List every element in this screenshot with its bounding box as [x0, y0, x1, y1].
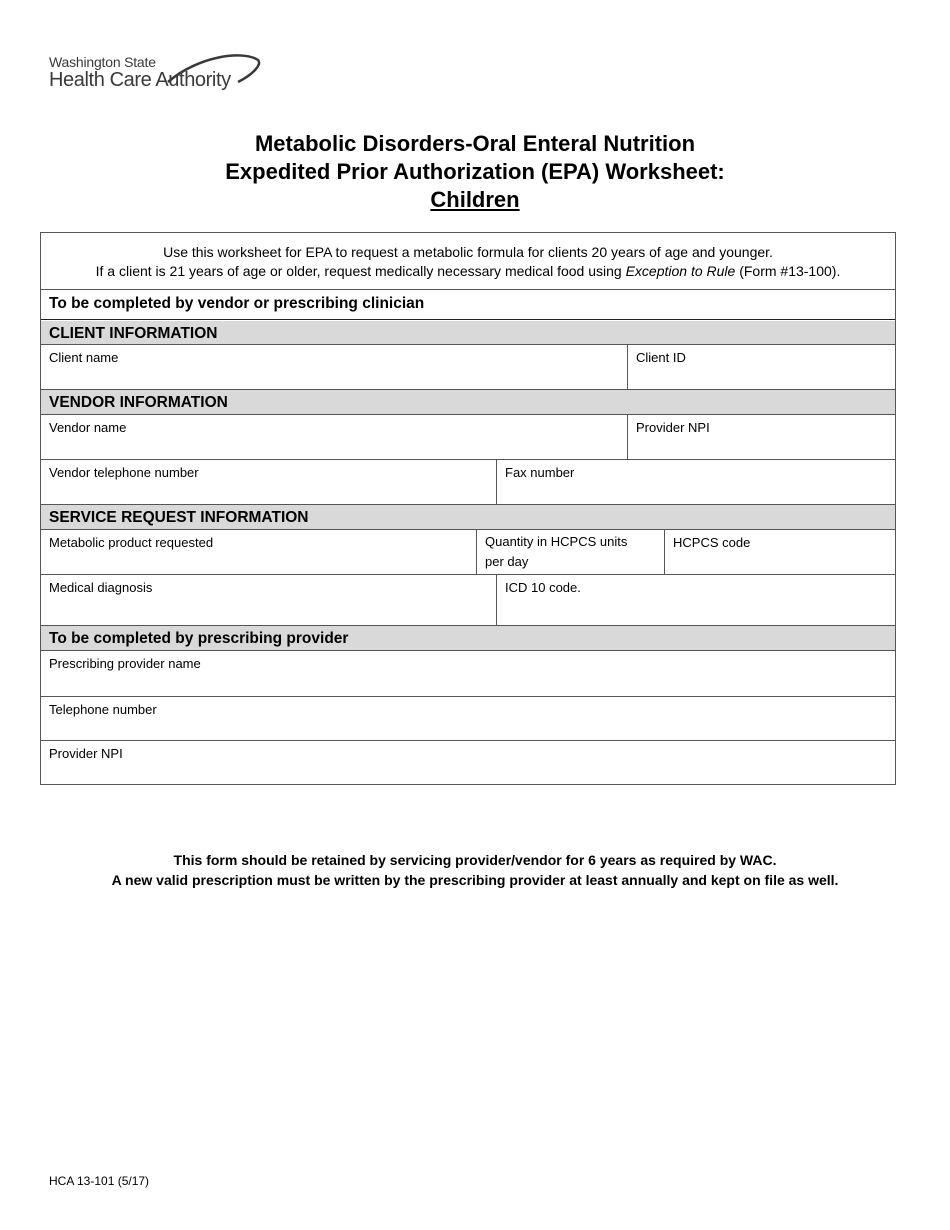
intro-line-2-pre: If a client is 21 years of age or older, request medically necessary medical food using	[95, 263, 626, 279]
form-number: HCA 13-101 (5/17)	[49, 1174, 150, 1188]
epa-worksheet-form	[40, 232, 896, 785]
quantity-field[interactable]	[476, 530, 664, 574]
intro-line-2-post: (Form #13-100).	[735, 263, 841, 279]
note-line-1: This form should be retained by servicing provider/vendor for 6 years as required by WAC.	[173, 852, 777, 868]
prescriber-name-field[interactable]: Prescribing provider name	[49, 656, 201, 671]
fax-number-field[interactable]: Fax number	[496, 460, 895, 504]
prescriber-row-2	[41, 697, 895, 741]
client-name-field[interactable]: Client name	[49, 350, 119, 365]
vendor-name-field[interactable]: Vendor name	[49, 420, 127, 435]
service-row-1	[41, 530, 895, 575]
client-info-heading: CLIENT INFORMATION	[41, 321, 895, 345]
hca-logo	[48, 52, 268, 98]
page-title	[0, 130, 950, 214]
title-line-3: Children	[430, 187, 520, 212]
prescriber-phone-field[interactable]: Telephone number	[49, 702, 157, 717]
exception-to-rule-text: Exception to Rule	[625, 263, 736, 279]
title-line-2: Expedited Prior Authorization (EPA) Worksheet:	[225, 159, 725, 184]
vendor-row-1	[41, 415, 895, 460]
prescriber-row-1	[41, 651, 895, 697]
quantity-label-2: per day	[485, 554, 529, 569]
logo-line-2: Health Care Authority	[49, 69, 231, 91]
vendor-row-2	[41, 460, 895, 505]
hcpcs-code-field[interactable]: HCPCS code	[664, 530, 895, 574]
prescriber-npi-field[interactable]: Provider NPI	[49, 746, 123, 761]
vendor-npi-field[interactable]: Provider NPI	[627, 415, 895, 459]
vendor-clinician-heading: To be completed by vendor or prescribing clinician	[41, 290, 895, 320]
client-row	[41, 345, 895, 390]
client-id-field[interactable]: Client ID	[627, 345, 895, 389]
icd10-code-field[interactable]: ICD 10 code.	[496, 575, 895, 625]
metabolic-product-field[interactable]: Metabolic product requested	[49, 535, 214, 550]
prescriber-heading: To be completed by prescribing provider	[41, 626, 895, 651]
quantity-label-1: Quantity in HCPCS units	[485, 534, 628, 549]
title-line-1: Metabolic Disorders-Oral Enteral Nutrition	[254, 131, 696, 156]
intro-line-1: Use this worksheet for EPA to request a metabolic formula for clients 20 years of age and younger.	[163, 244, 773, 260]
retention-notes	[0, 850, 950, 890]
prescriber-row-3	[41, 741, 895, 784]
note-line-2: A new valid prescription must be written by the prescribing provider at least annually and kept on file as well.	[111, 872, 839, 888]
logo-line-1: Washington State	[49, 54, 156, 70]
vendor-phone-field[interactable]: Vendor telephone number	[49, 465, 199, 480]
service-request-heading: SERVICE REQUEST INFORMATION	[41, 505, 895, 530]
intro-line-2	[41, 262, 895, 281]
intro-text	[41, 233, 895, 290]
medical-diagnosis-field[interactable]: Medical diagnosis	[49, 580, 153, 595]
service-row-2	[41, 575, 895, 626]
vendor-info-heading: VENDOR INFORMATION	[41, 390, 895, 415]
